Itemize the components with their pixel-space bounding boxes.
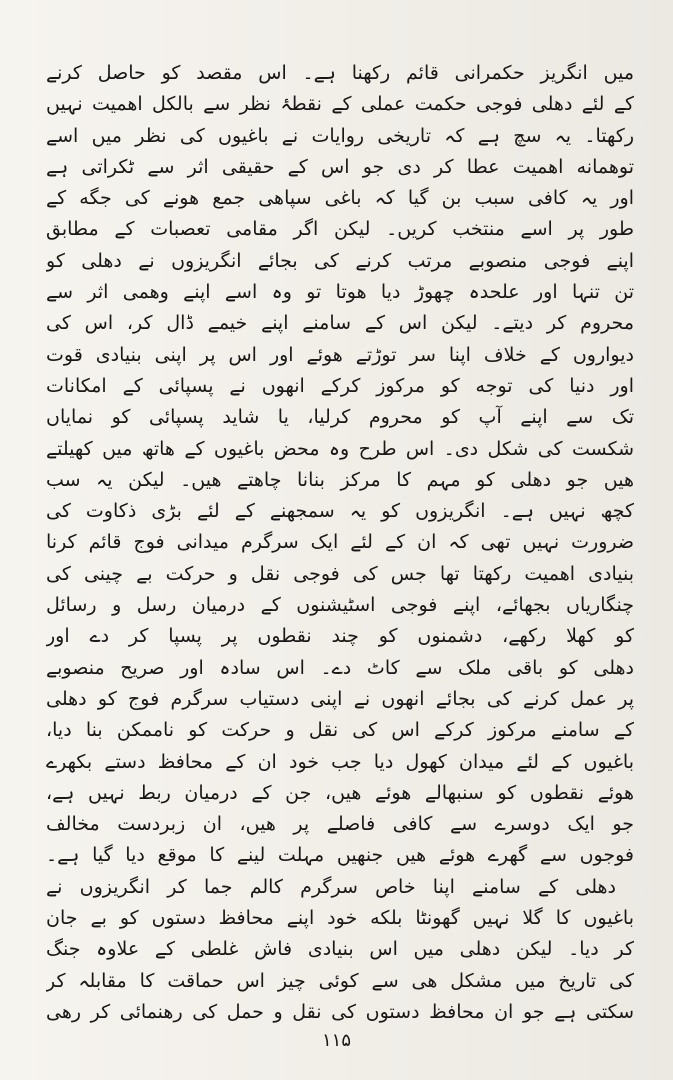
text-line-paragraph-start: دھلی کے سامنے اپنا خاص سرگرم کالم جما کر انگریزوں نے xyxy=(46,875,616,898)
text-line: دیواروں کے خلاف اپنا سر توڑتے ھوئے اور اس پر اپنی بنیادی قوت xyxy=(46,343,634,366)
text-line: ضرورت نہیں تھی کہ ان کے لئے ایک سرگرم میدانی فوج قائم کرنا xyxy=(46,531,634,554)
text-line: کے سامنے مرکوز کرکے اس کی نقل و حرکت کو ناممکن بنا دیا، xyxy=(46,719,634,742)
text-line: تن تنہا اور علحدہ چھوڑ دیا ھوتا تو وہ اسے اپنے وھمی اثر سے xyxy=(46,281,634,304)
text-line: کی تاریخ میں مشکل ھی سے کوئی چیز اس حماقت کا مقابلہ کر xyxy=(46,969,634,992)
text-line: کو کھلا رکھے، دشمنوں کو چند نقطوں پر پسپا کر دے اور xyxy=(46,625,634,648)
text-line: ھیں جو دھلی کو مہم کا مرکز بنانا چاھتے ھیں۔ لیکن یہ سب xyxy=(46,468,634,491)
text-line: کر دیا۔ لیکن دھلی میں اس بنیادی فاش غلطی کے علاوہ جنگ xyxy=(46,938,634,961)
text-line: دھلی کو باقی ملک سے کاٹ دے۔ اس سادہ اور صریح منصوبے xyxy=(46,656,634,679)
text-line: اور یہ کافی سبب بن گیا کہ باغی سپاھی جمع ھونے کی جگه کے xyxy=(46,187,634,210)
text-line: توھمانه اھمیت عطا کر دی جو اس کے حقیقی اثر سے ٹکراتی ہے xyxy=(46,155,634,178)
text-line: بنیادی اھمیت رکھتا تھا جس کی فوجی نقل و حرکت بے چینی کی xyxy=(46,562,634,585)
text-line: کچھ نہیں ہے۔ انگریزوں کو یہ سمجھنے کے لئے بڑی ذکاوت کی xyxy=(46,500,634,523)
text-line: اور دنیا کی توجه کو مرکوز کرکے انھوں نے پسپائی کے امکانات xyxy=(46,374,634,397)
text-line: چنگاریاں بجھائے، اپنے فوجی اسٹیشنوں کے درمیان رسل و رسائل xyxy=(46,594,634,617)
text-line: میں انگریز حکمرانی قائم رکھنا ہے۔ اس مقصد کو حاصل کرنے xyxy=(46,62,634,84)
text-line: جو ایک دوسرے سے کافی فاصلے پر ھیں، ان زبردست مخالف xyxy=(46,813,634,836)
page-number: ۱۱۵ xyxy=(321,1030,351,1051)
text-line: رکھتا۔ یہ سچ ہے کہ تاریخی روایات نے باغیوں کی نظر میں اسے xyxy=(46,124,634,147)
text-line: اپنے فوجی منصوبے مرتب کرنے کی بجائے انگریزوں نے دھلی کو xyxy=(46,249,634,272)
text-line: کے لئے دھلی فوجی حکمت عملی کے نقطۂ نظر سے بالکل اھمیت نہیں xyxy=(46,93,634,116)
text-line: پر عمل کرنے کی بجائے انھوں نے اپنی دستیاب سرگرم فوج کو دھلی xyxy=(46,687,634,710)
text-line: باغیوں کے لئے میدان کھول دیا جب خود ان کے محافظ دستے بکھرے xyxy=(46,750,634,773)
text-line: شکست کی شکل دی۔ اس طرح وہ محض باغیوں کے ھاتھ میں کھیلتے xyxy=(46,437,634,460)
text-line: باغیوں کا گلا نہیں گھونٹا بلکه خود اپنے محافظ دستوں کو بے جان xyxy=(46,907,634,930)
text-line: محروم کر دیتے۔ لیکن اس کے سامنے اپنے خیمے ڈال کر، اس کی xyxy=(46,312,634,335)
text-line: طور پر اسے منتخب کریں۔ لیکن اگر مقامی تعصبات کے مطابق xyxy=(46,218,634,241)
text-line: ھوئے نقطوں کو سنبھالے ھوئے ھیں، جن کے درمیان ربط نہیں ہے، xyxy=(46,781,634,804)
text-line: سکتی ہے جو ان محافظ دستوں کی نقل و حمل کی رھنمائی کر رھی xyxy=(46,1000,634,1023)
body-text xyxy=(46,58,634,1028)
text-line: فوجوں سے گھرے ھوئے ھیں جنھیں مہلت لینے کا موقع دیا گیا ہے۔ xyxy=(46,844,634,867)
text-line: تک سے اپنے آپ کو محروم کرلیا، یا شاید پسپائی کو نمایاں xyxy=(46,406,634,429)
